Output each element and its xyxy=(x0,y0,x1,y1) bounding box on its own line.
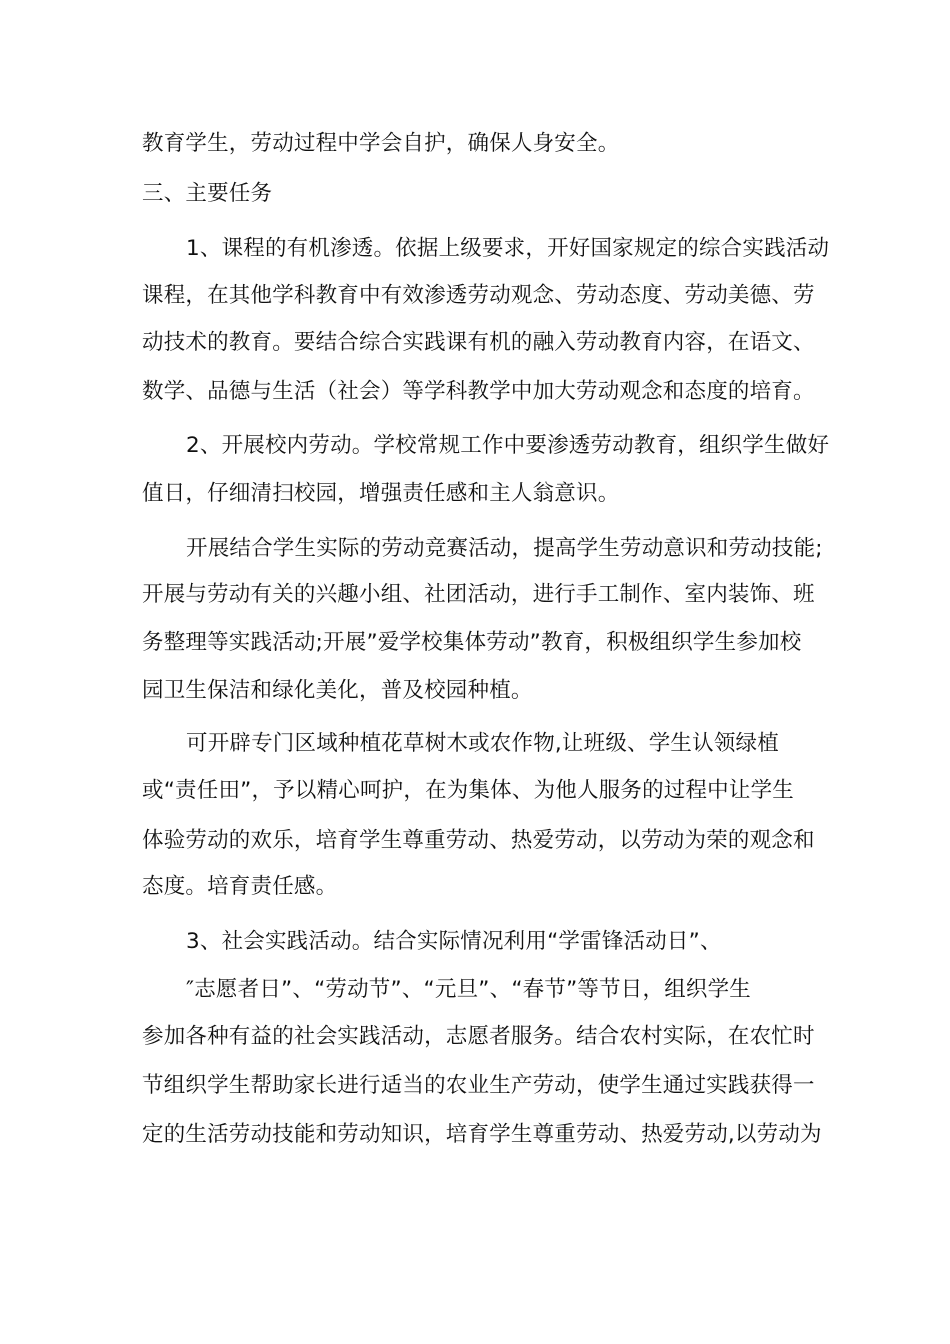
text-line-5: 动技术的教育。要结合综合实践课有机的融入劳动教育内容，在语文、 xyxy=(142,330,815,355)
text-line-17: 3、社会实践活动。结合实际情况利用“学雷锋活动日”、 xyxy=(186,929,722,954)
section-heading-main-tasks: 三、主要任务 xyxy=(142,181,273,206)
text-line-20: 节组织学生帮助家长进行适当的农业生产劳动，使学生通过实践获得一 xyxy=(142,1073,815,1098)
text-line-3: 1、课程的有机渗透。依据上级要求，开好国家规定的综合实践活动 xyxy=(186,236,830,261)
text-line-21: 定的生活劳动技能和劳动知识，培育学生尊重劳动、热爱劳动,以劳动为 xyxy=(142,1122,822,1147)
text-line-7: 2、开展校内劳动。学校常规工作中要渗透劳动教育，组织学生做好 xyxy=(186,433,830,458)
text-line-9: 开展结合学生实际的劳动竞赛活动，提高学生劳动意识和劳动技能; xyxy=(186,536,823,561)
text-line-15: 体验劳动的欢乐，培育学生尊重劳动、热爱劳动，以劳动为荣的观念和 xyxy=(142,828,815,853)
text-line-4: 课程，在其他学科教育中有效渗透劳动观念、劳动态度、劳动美德、劳 xyxy=(142,283,815,308)
text-line-11: 务整理等实践活动;开展”爱学校集体劳动”教育，积极组织学生参加校 xyxy=(142,630,802,655)
text-line-1: 教育学生，劳动过程中学会自护，确保人身安全。 xyxy=(142,131,620,156)
text-line-16: 态度。培育责任感。 xyxy=(142,874,338,899)
text-line-10: 开展与劳动有关的兴趣小组、社团活动，进行手工制作、室内装饰、班 xyxy=(142,582,815,607)
text-line-14: 或“责任田”，予以精心呵护，在为集体、为他人服务的过程中让学生 xyxy=(142,778,794,803)
text-line-19: 参加各种有益的社会实践活动，志愿者服务。结合农村实际，在农忙时 xyxy=(142,1024,815,1049)
text-line-8: 值日，仔细清扫校园，增强责任感和主人翁意识。 xyxy=(142,481,620,506)
text-line-18: ″志愿者日”、“劳动节”、“元旦”、“春节”等节日，组织学生 xyxy=(186,977,752,1002)
text-line-12: 园卫生保洁和绿化美化，普及校园种植。 xyxy=(142,678,533,703)
text-line-13: 可开辟专门区域种植花草树木或农作物,让班级、学生认领绿植 xyxy=(186,731,779,756)
text-line-6: 数学、品德与生活（社会）等学科教学中加大劳动观念和态度的培育。 xyxy=(142,379,815,404)
